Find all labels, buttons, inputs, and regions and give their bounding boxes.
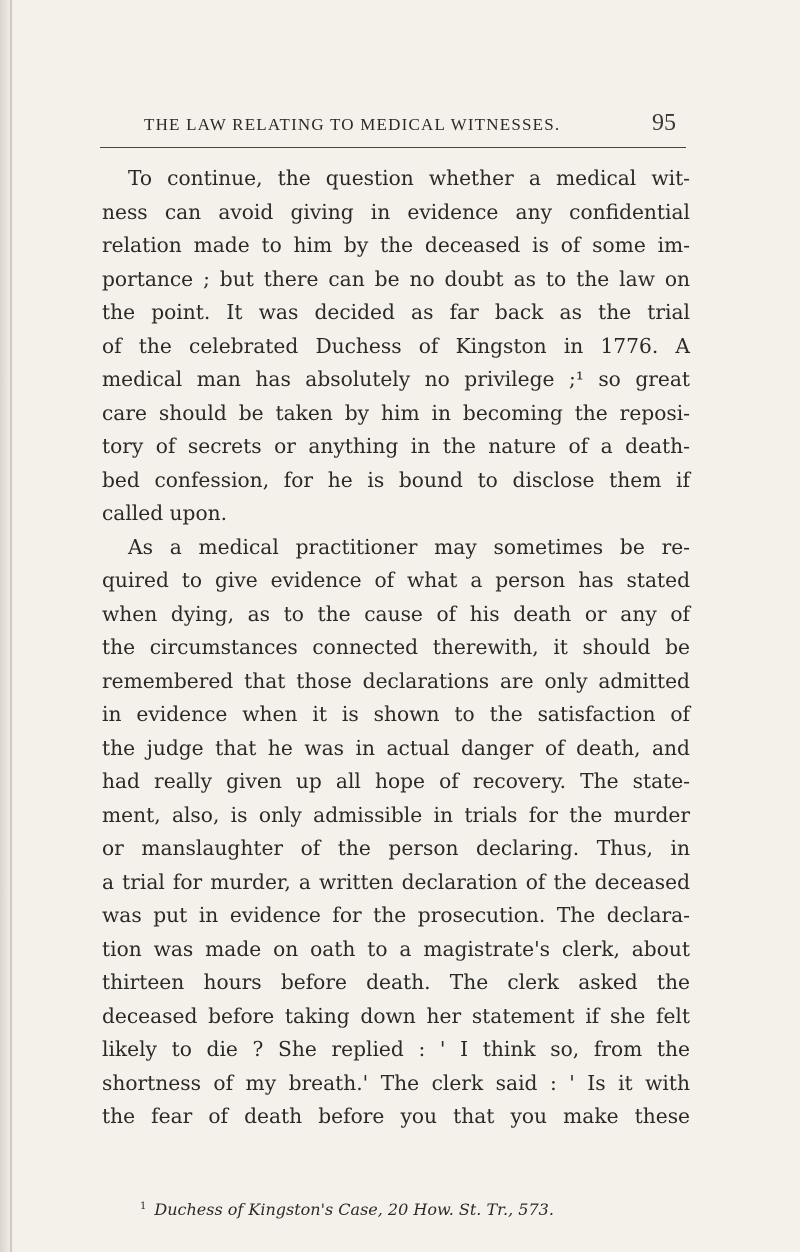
running-title: THE LAW RELATING TO MEDICAL WITNESSES. xyxy=(144,115,561,134)
text-line: medical man has absolutely no privilege ;¹ so great xyxy=(102,367,690,391)
text-line: deceased before taking down her statement if she felt xyxy=(102,1003,690,1028)
text-line: called upon. xyxy=(102,501,228,525)
text-line: likely to die ? She replied : ' I think so, from the xyxy=(102,1037,690,1061)
text-line: in evidence when it is shown to the satisfaction of xyxy=(102,702,690,726)
text-line: when dying, as to the cause of his death or any of xyxy=(102,601,690,626)
text-line: a trial for murder, a written declaration of the deceased xyxy=(102,869,690,894)
text-line: bed confession, for he is bound to disclose them if xyxy=(102,467,690,492)
text-line: had really given up all hope of recovery. The state- xyxy=(102,769,690,793)
text-line: thirteen hours before death. The clerk asked the xyxy=(102,970,690,994)
text-line: or manslaughter of the person declaring. Thus, in xyxy=(102,836,690,860)
text-line: remembered that those declarations are only admitted xyxy=(102,668,690,693)
text-line: tion was made on oath to a magistrate's clerk, about xyxy=(102,936,690,961)
text-line: relation made to him by the deceased is of some im- xyxy=(102,233,690,257)
text-line: the point. It was decided as far back as the trial xyxy=(102,300,690,324)
text-line: To continue, the question whether a medical wit- xyxy=(128,166,690,190)
text-line: the judge that he was in actual danger of death, and xyxy=(102,735,690,760)
running-head xyxy=(144,110,676,137)
text-line: tory of secrets or anything in the nature of a death- xyxy=(102,434,690,458)
text-line: As a medical practitioner may sometimes be re- xyxy=(128,534,690,559)
footnote-text: Duchess of Kingston's Case, 20 How. St. Tr., 573. xyxy=(154,1200,554,1219)
text-line: shortness of my breath.' The clerk said : ' Is it with xyxy=(102,1070,690,1095)
text-line: portance ; but there can be no doubt as to the law on xyxy=(102,266,690,291)
page-number: 95 xyxy=(652,110,676,136)
footnote-marker: 1 xyxy=(140,1201,147,1212)
text-line: quired to give evidence of what a person has stated xyxy=(102,568,690,592)
text-line: the fear of death before you that you make these xyxy=(102,1104,690,1128)
text-line: care should be taken by him in becoming the reposi- xyxy=(102,400,690,425)
text-line: ness can avoid giving in evidence any confidential xyxy=(102,199,690,224)
text-line: was put in evidence for the prosecution. The declara- xyxy=(102,903,690,927)
header-rule xyxy=(100,147,686,148)
footnote xyxy=(140,1196,700,1221)
text-line: the circumstances connected therewith, it should be xyxy=(102,635,690,659)
text-line: ment, also, is only admissible in trials for the murder xyxy=(102,802,690,827)
body-text xyxy=(102,162,690,1134)
text-line: of the celebrated Duchess of Kingston in 1776. A xyxy=(102,333,690,358)
page-edge xyxy=(10,0,12,1252)
